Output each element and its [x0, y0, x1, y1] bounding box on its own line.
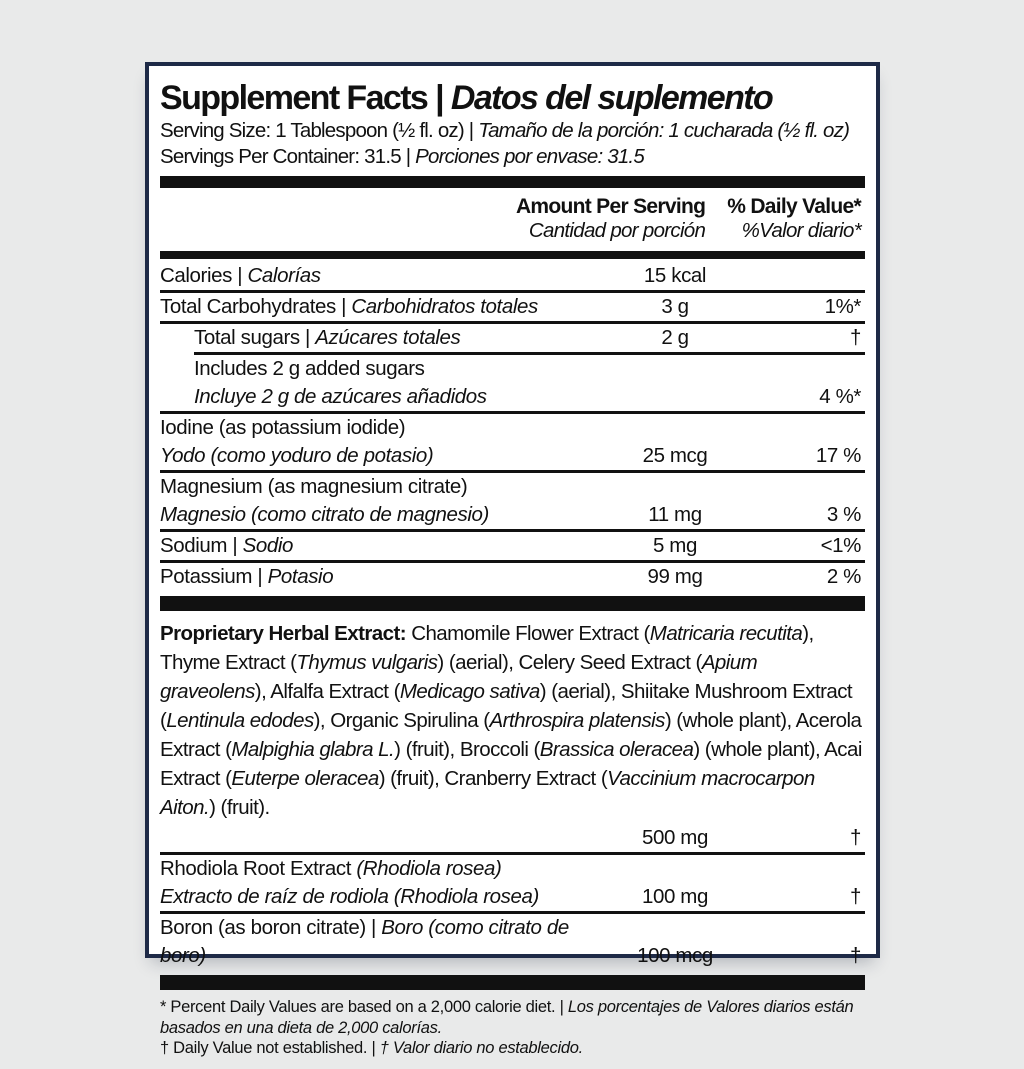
- row-label: [160, 855, 595, 911]
- row-amount: 11 mg: [648, 503, 702, 526]
- row-potassium: [160, 560, 865, 591]
- row-label: [160, 914, 595, 970]
- row-label-line: [160, 855, 595, 883]
- text-segment: Includes 2 g added sugars: [194, 357, 425, 380]
- text-segment: ) (aerial), Celery Seed Extract (: [437, 651, 702, 674]
- text-segment: Extracto de raíz de rodiola (Rhodiola rosea): [160, 885, 539, 908]
- row-label: [160, 324, 595, 352]
- text-segment: † Daily Value not established. |: [160, 1039, 380, 1057]
- row-daily-value: <1%: [820, 534, 861, 557]
- text-segment: ) (fruit), Broccoli (: [394, 738, 540, 761]
- text-segment: Calories |: [160, 264, 248, 287]
- text-segment: Apium graveolens: [160, 651, 758, 703]
- text-segment: Azúcares totales: [315, 326, 461, 349]
- text-segment: ) (fruit).: [209, 796, 270, 819]
- row-iodine: [160, 411, 865, 470]
- text-segment: Chamomile Flower Extract (: [411, 622, 650, 645]
- text-segment: ), Thyme Extract (: [160, 622, 814, 674]
- daily-value-header-english: % Daily Value*: [727, 195, 861, 218]
- row-amount: 100 mcg: [637, 944, 713, 967]
- row-amount: 100 mg: [642, 885, 708, 908]
- divider-bar-footnotes: [160, 975, 865, 990]
- serving-size-separator: |: [463, 119, 479, 142]
- divider-bar-top: [160, 176, 865, 188]
- row-added-sugars: [160, 352, 865, 411]
- row-daily-value: †: [849, 944, 861, 967]
- servings-english: Servings Per Container: 31.5: [160, 145, 401, 168]
- row-rhodiola-root-extract: [160, 852, 865, 911]
- text-segment: Iodine (as potassium iodide): [160, 416, 406, 439]
- text-segment: Magnesio (como citrato de magnesio): [160, 503, 489, 526]
- column-headers: [160, 188, 865, 248]
- row-label: [160, 532, 595, 560]
- row-label-line: [160, 883, 595, 911]
- text-segment: Lentinula edodes: [166, 709, 314, 732]
- text-segment: ) (whole plant), Acerola Extract (: [160, 709, 862, 761]
- text-segment: Carbohidratos totales: [351, 295, 538, 318]
- row-magnesium: [160, 470, 865, 529]
- row-label-line: [160, 501, 595, 529]
- row-label-line: [194, 383, 595, 411]
- text-segment: ) (whole plant), Acai Extract (: [160, 738, 862, 790]
- row-daily-value: 3 %: [826, 503, 861, 526]
- title-separator: |: [427, 79, 451, 117]
- row-label: [160, 355, 595, 411]
- servings-per-container-line: [160, 144, 865, 170]
- text-segment: Total Carbohydrates |: [160, 295, 352, 318]
- row-total-sugars: [160, 321, 865, 352]
- row-amount: 2 g: [661, 326, 689, 349]
- text-segment: Yodo (como yoduro de potasio): [160, 444, 434, 467]
- panel-title: [160, 72, 865, 118]
- text-segment: Sodio: [242, 534, 294, 557]
- row-amount: 99 mg: [647, 565, 703, 588]
- herbal-daily-value: †: [849, 826, 861, 849]
- text-segment: † Valor diario no establecido.: [379, 1039, 583, 1057]
- row-daily-value: †: [849, 885, 861, 908]
- nutrient-rows: [160, 259, 865, 591]
- text-segment: Arthrospira platensis: [489, 709, 665, 732]
- row-label-line: [160, 914, 595, 970]
- text-segment: Rhodiola Root Extract: [160, 857, 357, 880]
- divider-bar-herbal: [160, 596, 865, 611]
- title-english: Supplement Facts: [160, 79, 428, 117]
- title-spanish: Datos del suplemento: [450, 79, 773, 117]
- row-daily-value: †: [849, 326, 861, 349]
- text-segment: Vaccinium macrocarpon Aiton.: [160, 767, 815, 819]
- text-segment: Sodium |: [160, 534, 243, 557]
- row-daily-value: 2 %: [826, 565, 861, 588]
- text-segment: Proprietary Herbal Extract:: [160, 622, 412, 645]
- row-label: [160, 563, 595, 591]
- row-sodium: [160, 529, 865, 560]
- text-segment: Total sugars |: [194, 326, 316, 349]
- row-label-line: [194, 355, 595, 383]
- daily-value-column-header: [727, 195, 861, 243]
- footnotes: [160, 990, 865, 1069]
- row-label-line: [160, 532, 595, 560]
- footnote-daily-values: [160, 997, 863, 1038]
- footnote-not-established: [160, 1038, 863, 1059]
- row-label-line: [160, 473, 595, 501]
- text-segment: Potasio: [267, 565, 334, 588]
- text-segment: Boro (como citrato de boro): [160, 916, 569, 967]
- servings-separator: |: [400, 145, 416, 168]
- servings-spanish: Porciones por envase: 31.5: [415, 145, 644, 168]
- row-boron: [160, 911, 865, 970]
- row-label-line: [160, 262, 595, 290]
- text-segment: Incluye 2 g de azúcares añadidos: [194, 385, 487, 408]
- row-label-line: [160, 442, 595, 470]
- serving-size-spanish: Tamaño de la porción: 1 cucharada (½ fl. oz): [478, 119, 850, 142]
- herbal-amount-value: 500 mg: [642, 826, 708, 849]
- text-segment: Boron (as boron citrate) |: [160, 916, 382, 939]
- row-label: [160, 262, 595, 290]
- text-segment: ) (aerial), Shiitake Mushroom Extract (: [160, 680, 853, 732]
- divider-bar-header: [160, 251, 865, 259]
- serving-size-english: Serving Size: 1 Tablespoon (½ fl. oz): [160, 119, 464, 142]
- amount-column-header: [516, 195, 705, 243]
- amount-header-english: Amount Per Serving: [515, 195, 706, 218]
- text-segment: * Percent Daily Values are based on a 2,000 calorie diet. |: [160, 998, 568, 1016]
- row-label-line: [160, 414, 595, 442]
- text-segment: Malpighia glabra L.: [231, 738, 395, 761]
- row-total-carbohydrates: [160, 290, 865, 321]
- text-segment: ) (fruit), Cranberry Extract (: [378, 767, 608, 790]
- text-segment: ), Organic Spirulina (: [313, 709, 490, 732]
- text-segment: ), Alfalfa Extract (: [254, 680, 400, 703]
- text-segment: Euterpe oleracea: [231, 767, 379, 790]
- row-label-line: [194, 324, 595, 352]
- panel-content: [149, 66, 876, 1069]
- row-amount: 5 mg: [653, 534, 697, 557]
- row-amount: 25 mcg: [642, 444, 708, 467]
- text-segment: Matricaria recutita: [649, 622, 803, 645]
- text-segment: Potassium |: [160, 565, 268, 588]
- row-label-line: [160, 293, 595, 321]
- text-segment: Medicago sativa: [399, 680, 540, 703]
- row-daily-value: 4 %*: [819, 385, 861, 408]
- extract-rows: [160, 852, 865, 970]
- herbal-extract-paragraph: [160, 611, 865, 822]
- row-daily-value: 1%*: [824, 295, 861, 318]
- text-segment: (Rhodiola rosea): [356, 857, 502, 880]
- text-segment: Thymus vulgaris: [296, 651, 438, 674]
- row-amount: 3 g: [661, 295, 689, 318]
- daily-value-header-spanish: %Valor diario*: [741, 219, 861, 242]
- herbal-extract-amount-row: [160, 822, 865, 852]
- text-segment: Brassica oleracea: [539, 738, 694, 761]
- text-segment: Los porcentajes de Valores diarios están basados en una dieta de 2,000 calorías.: [160, 998, 854, 1037]
- text-segment: Magnesium (as magnesium citrate): [160, 475, 468, 498]
- row-label: [160, 414, 595, 470]
- supplement-facts-panel: [145, 62, 880, 1057]
- row-daily-value: 17 %: [815, 444, 861, 467]
- row-label: [160, 473, 595, 529]
- serving-size-line: [160, 118, 865, 144]
- row-label-line: [160, 563, 595, 591]
- row-label: [160, 293, 595, 321]
- row-calories: [160, 259, 865, 290]
- row-amount: 15 kcal: [643, 264, 707, 287]
- text-segment: Calorías: [247, 264, 321, 287]
- amount-header-spanish: Cantidad por porción: [528, 219, 706, 242]
